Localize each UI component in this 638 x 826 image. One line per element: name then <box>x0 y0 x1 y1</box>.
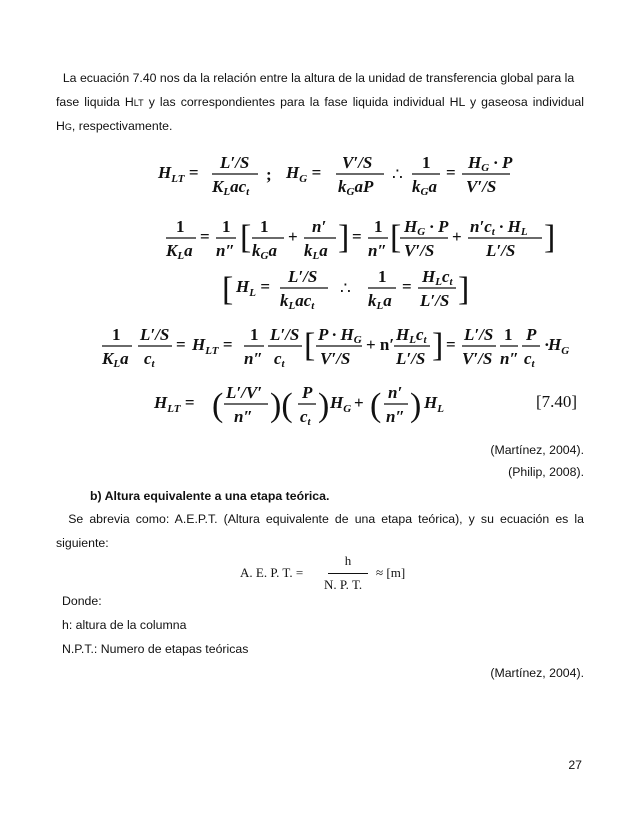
svg-text:HLct: HLct <box>396 325 427 346</box>
final-citation: (Martínez, 2004). <box>490 666 584 680</box>
svg-text:L′/S: L′/S <box>486 241 516 260</box>
svg-text:+ n′: + n′ <box>366 335 395 354</box>
svg-text:P: P <box>302 383 313 402</box>
intro-line-2 <box>56 90 584 115</box>
svg-text:kLa: kLa <box>368 291 392 312</box>
svg-text:n′: n′ <box>312 217 327 236</box>
svg-text:L′/S: L′/S <box>220 153 250 172</box>
svg-text:n′: n′ <box>388 383 403 402</box>
svg-text:HL: $H_L$ <box>424 393 444 415</box>
svg-text:HLT =: $H_{LT}$ = <box>158 163 199 185</box>
page-number: 27 <box>568 758 582 772</box>
svg-text:KLa: KLa <box>166 241 193 262</box>
svg-text:n″: n″ <box>500 349 519 368</box>
svg-text:ct: ct <box>144 349 155 370</box>
intro-line-2-b: y las correspondientes para la fase liquida individual HL y gaseosa individual <box>143 95 584 109</box>
svg-text:HL =: $H_L$ = <box>236 277 270 299</box>
svg-text:=: = <box>446 335 456 354</box>
svg-text:kGa: kGa <box>252 241 277 262</box>
svg-text:1: 1 <box>374 217 383 236</box>
svg-text:L′/V′: L′/V′ <box>226 383 263 402</box>
svg-text:=: = <box>402 277 412 296</box>
svg-text:1: 1 <box>504 325 513 344</box>
definitions-title: Donde: <box>62 594 102 608</box>
svg-text:KLact: KLact <box>212 177 250 198</box>
equation-block-7-40 <box>90 140 590 440</box>
svg-text:L′/S: L′/S <box>396 349 426 368</box>
definition-item-1: h: altura de la columna <box>62 618 187 632</box>
citation-2: (Philip, 2008). <box>508 465 584 479</box>
section-para-line-1 <box>56 507 584 531</box>
svg-text:∴: ∴ <box>392 165 403 184</box>
svg-text:HG =: $H_G$ = <box>286 163 322 185</box>
intro-line-3-b: , respectivamente. <box>71 119 173 133</box>
svg-text:=: = <box>200 227 210 246</box>
intro-line-1-text: La ecuación 7.40 nos da la relación entre la altura de la unidad de transferencia global para la <box>62 71 575 85</box>
svg-text:ct: ct <box>524 349 535 370</box>
intro-line-2-a: fase liquida H <box>56 95 134 109</box>
section-heading: b) Altura equivalente a una etapa teórica. <box>90 489 330 503</box>
svg-text:n″: n″ <box>386 407 405 426</box>
svg-text:·: · <box>544 335 550 354</box>
equation-row-4-tail <box>548 330 588 380</box>
aept-rhs: ≈ [m] <box>376 565 406 580</box>
svg-text:V′/S: V′/S <box>466 177 497 196</box>
svg-text:n′ct · HL: n′ct · HL <box>470 217 528 238</box>
svg-text:P · HG: P · HG <box>318 325 362 346</box>
svg-text:=: = <box>446 163 456 182</box>
svg-text:1: 1 <box>422 153 431 172</box>
svg-text:]: ] <box>338 219 350 256</box>
svg-text:n″: n″ <box>244 349 263 368</box>
svg-text:ct: ct <box>274 349 285 370</box>
svg-text:HG: $H_G$ <box>330 393 352 415</box>
svg-text:kLact: kLact <box>280 291 315 312</box>
svg-text:]: ] <box>432 327 444 364</box>
svg-text:HG · P: HG · P <box>468 153 513 174</box>
svg-text:kGaP: kGaP <box>338 177 374 198</box>
aept-lhs: A. E. P. T. = <box>240 565 304 580</box>
svg-text:1: 1 <box>222 217 231 236</box>
svg-text:L′/S: L′/S <box>270 325 300 344</box>
intro-line-3 <box>56 114 584 139</box>
svg-text:): ) <box>410 387 422 424</box>
citation-1: (Martínez, 2004). <box>490 443 584 457</box>
svg-text:L′/S: L′/S <box>288 267 318 286</box>
intro-line-1 <box>56 66 584 90</box>
svg-text:V′/S: V′/S <box>404 241 435 260</box>
svg-text:L′/S: L′/S <box>464 325 494 344</box>
aept-denominator: N. P. T. <box>324 577 363 592</box>
svg-text:=: = <box>176 335 186 354</box>
svg-text:HLT =: $H_{LT}$ = <box>192 335 233 357</box>
aept-fraction-bar <box>328 573 368 574</box>
svg-text:kGa: kGa <box>412 177 437 198</box>
svg-text:HG: $H_G$ <box>548 335 570 357</box>
svg-text:HLct: HLct <box>422 267 453 288</box>
intro-line-3-sub: G <box>64 122 72 132</box>
svg-text:+: + <box>354 393 364 412</box>
svg-text:1: 1 <box>112 325 121 344</box>
svg-text:HLT =: $H_{LT}$ = <box>154 393 195 415</box>
svg-text:V′/S: V′/S <box>462 349 493 368</box>
svg-text:n″: n″ <box>368 241 387 260</box>
svg-text:)(: )( <box>270 387 293 424</box>
svg-text:): ) <box>318 387 330 424</box>
section-para-line-1-text: Se abrevia como: A.E.P.T. (Altura equivalente de una etapa teórica), y su ecuación es la <box>68 512 584 526</box>
svg-text:n″: n″ <box>216 241 235 260</box>
svg-text:V′/S: V′/S <box>342 153 373 172</box>
svg-text:kLa: kLa <box>304 241 328 262</box>
svg-text:V′/S: V′/S <box>320 349 351 368</box>
svg-text:1: 1 <box>176 217 185 236</box>
svg-text:1: 1 <box>260 217 269 236</box>
svg-text:=: = <box>352 227 362 246</box>
svg-text:1: 1 <box>378 267 387 286</box>
svg-text:(: ( <box>370 387 382 424</box>
svg-text:L′/S: L′/S <box>420 291 450 310</box>
svg-text:ct: ct <box>300 407 311 428</box>
svg-text:∴: ∴ <box>340 279 351 298</box>
intro-line-3-a: H <box>56 119 65 133</box>
svg-text:L′/S: L′/S <box>140 325 170 344</box>
svg-text:(: ( <box>212 387 224 424</box>
definition-item-2: N.P.T.: Numero de etapas teóricas <box>62 642 249 656</box>
svg-text:]: ] <box>458 271 470 308</box>
svg-text:[: [ <box>222 271 234 308</box>
svg-text:+: + <box>452 227 462 246</box>
svg-text:[: [ <box>240 219 252 256</box>
equation-number: [7.40] <box>536 392 578 411</box>
svg-text:[: [ <box>304 327 316 364</box>
svg-text:+: + <box>288 227 298 246</box>
svg-text:n″: n″ <box>234 407 253 426</box>
svg-text:;: ; <box>266 165 272 184</box>
svg-text:KLa: KLa <box>102 349 129 370</box>
aept-numerator: h <box>344 553 352 568</box>
svg-text:]: ] <box>544 219 556 256</box>
section-para-line-2: siguiente: <box>56 536 109 550</box>
svg-text:[: [ <box>390 219 402 256</box>
svg-text:P: P <box>526 325 537 344</box>
svg-text:1: 1 <box>250 325 259 344</box>
intro-line-2-sub: LT <box>133 98 144 108</box>
svg-text:HG · P: HG · P <box>404 217 449 238</box>
